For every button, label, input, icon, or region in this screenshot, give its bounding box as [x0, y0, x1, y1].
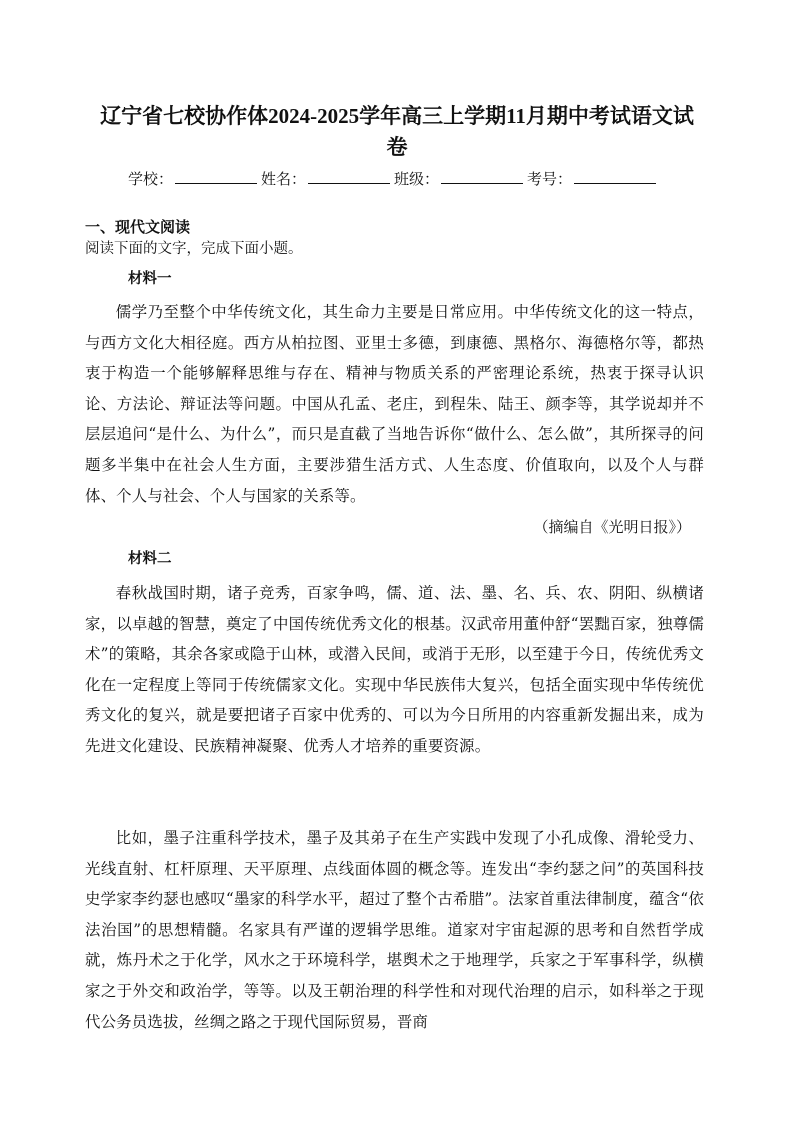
school-label: 学校： — [128, 170, 174, 188]
class-blank — [441, 169, 523, 184]
exam-title-line-1: 辽宁省七校协作体2024-2025学年高三上学期11月期中考试语文试 — [100, 104, 694, 128]
name-blank — [308, 169, 390, 184]
student-info-row — [128, 168, 688, 190]
reading-instruction: 阅读下面的文字，完成下面小题。 — [85, 241, 303, 257]
class-label: 班级： — [394, 170, 440, 188]
exam-number-blank — [574, 169, 656, 184]
material-2-paragraph-1: 春秋战国时期，诸子竞秀，百家争鸣，儒、道、法、墨、名、兵、农、阴阳、纵横诸家，以卓越的智慧，奠定了中国传统优秀文化的根基。汉武帝用董仲舒“罢黜百家，独尊儒术”的策略，其余各家或隐于山林，或潜入民间，或消于无形，以至建于今日，传统优秀文化在一定程度上等同于传统儒家文化。实现中华民族伟大复兴，包括全面实现中华传统优秀文化的复兴，就是要把诸子百家中优秀的、可以为今日所用的内容重新发掘出来，成为先进文化建设、民族精神凝聚、优秀人才培养的重要资源。 — [85, 584, 704, 755]
school-blank — [175, 169, 257, 184]
exam-title-line-2: 卷 — [386, 135, 408, 159]
material-2-heading: 材料二 — [128, 551, 172, 567]
material-1-source: （摘编自《光明日报》） — [533, 518, 691, 536]
material-2-paragraph-2: 比如，墨子注重科学技术，墨子及其弟子在生产实践中发现了小孔成像、滑轮受力、光线直射、杠杆原理、天平原理、点线面体圆的概念等。连发出“李约瑟之问”的英国科技史学家李约瑟也感叹“墨家的科学水平，超过了整个古希腊”。法家首重法律制度，蕴含“依法治国”的思想精髓。名家具有严谨的逻辑学思维。道家对宇宙起源的思考和自然哲学成就，炼丹术之于化学，风水之于环境科学，堪舆术之于地理学，兵家之于军事科学，纵横家之于外交和政治学，等等。以及王朝治理的科学性和对现代治理的启示，如科举之于现代公务员选拔，丝绸之路之于现代国际贸易，晋商 — [85, 829, 704, 1031]
material-1-heading: 材料一 — [128, 271, 172, 287]
name-label: 姓名： — [261, 170, 307, 188]
exam-number-label: 考号： — [527, 170, 573, 188]
material-1-paragraph: 儒学乃至整个中华传统文化，其生命力主要是日常应用。中华传统文化的这一特点，与西方文化大相径庭。西方从柏拉图、亚里士多德，到康德、黑格尔、海德格尔等，都热衷于构造一个能够解释思维与存在、精神与物质关系的严密理论系统，热衷于探寻认识论、方法论、辩证法等问题。中国从孔孟、老庄，到程朱、陆王、颜李等，其学说却并不层层追问“是什么、为什么”，而只是直截了当地告诉你“做什么、怎么做”，其所探寻的问题多半集中在社会人生方面，主要涉猎生活方式、人生态度、价值取向，以及个人与群体、个人与社会、个人与国家的关系等。 — [85, 303, 704, 505]
section-heading: 一、现代文阅读 — [85, 218, 191, 236]
